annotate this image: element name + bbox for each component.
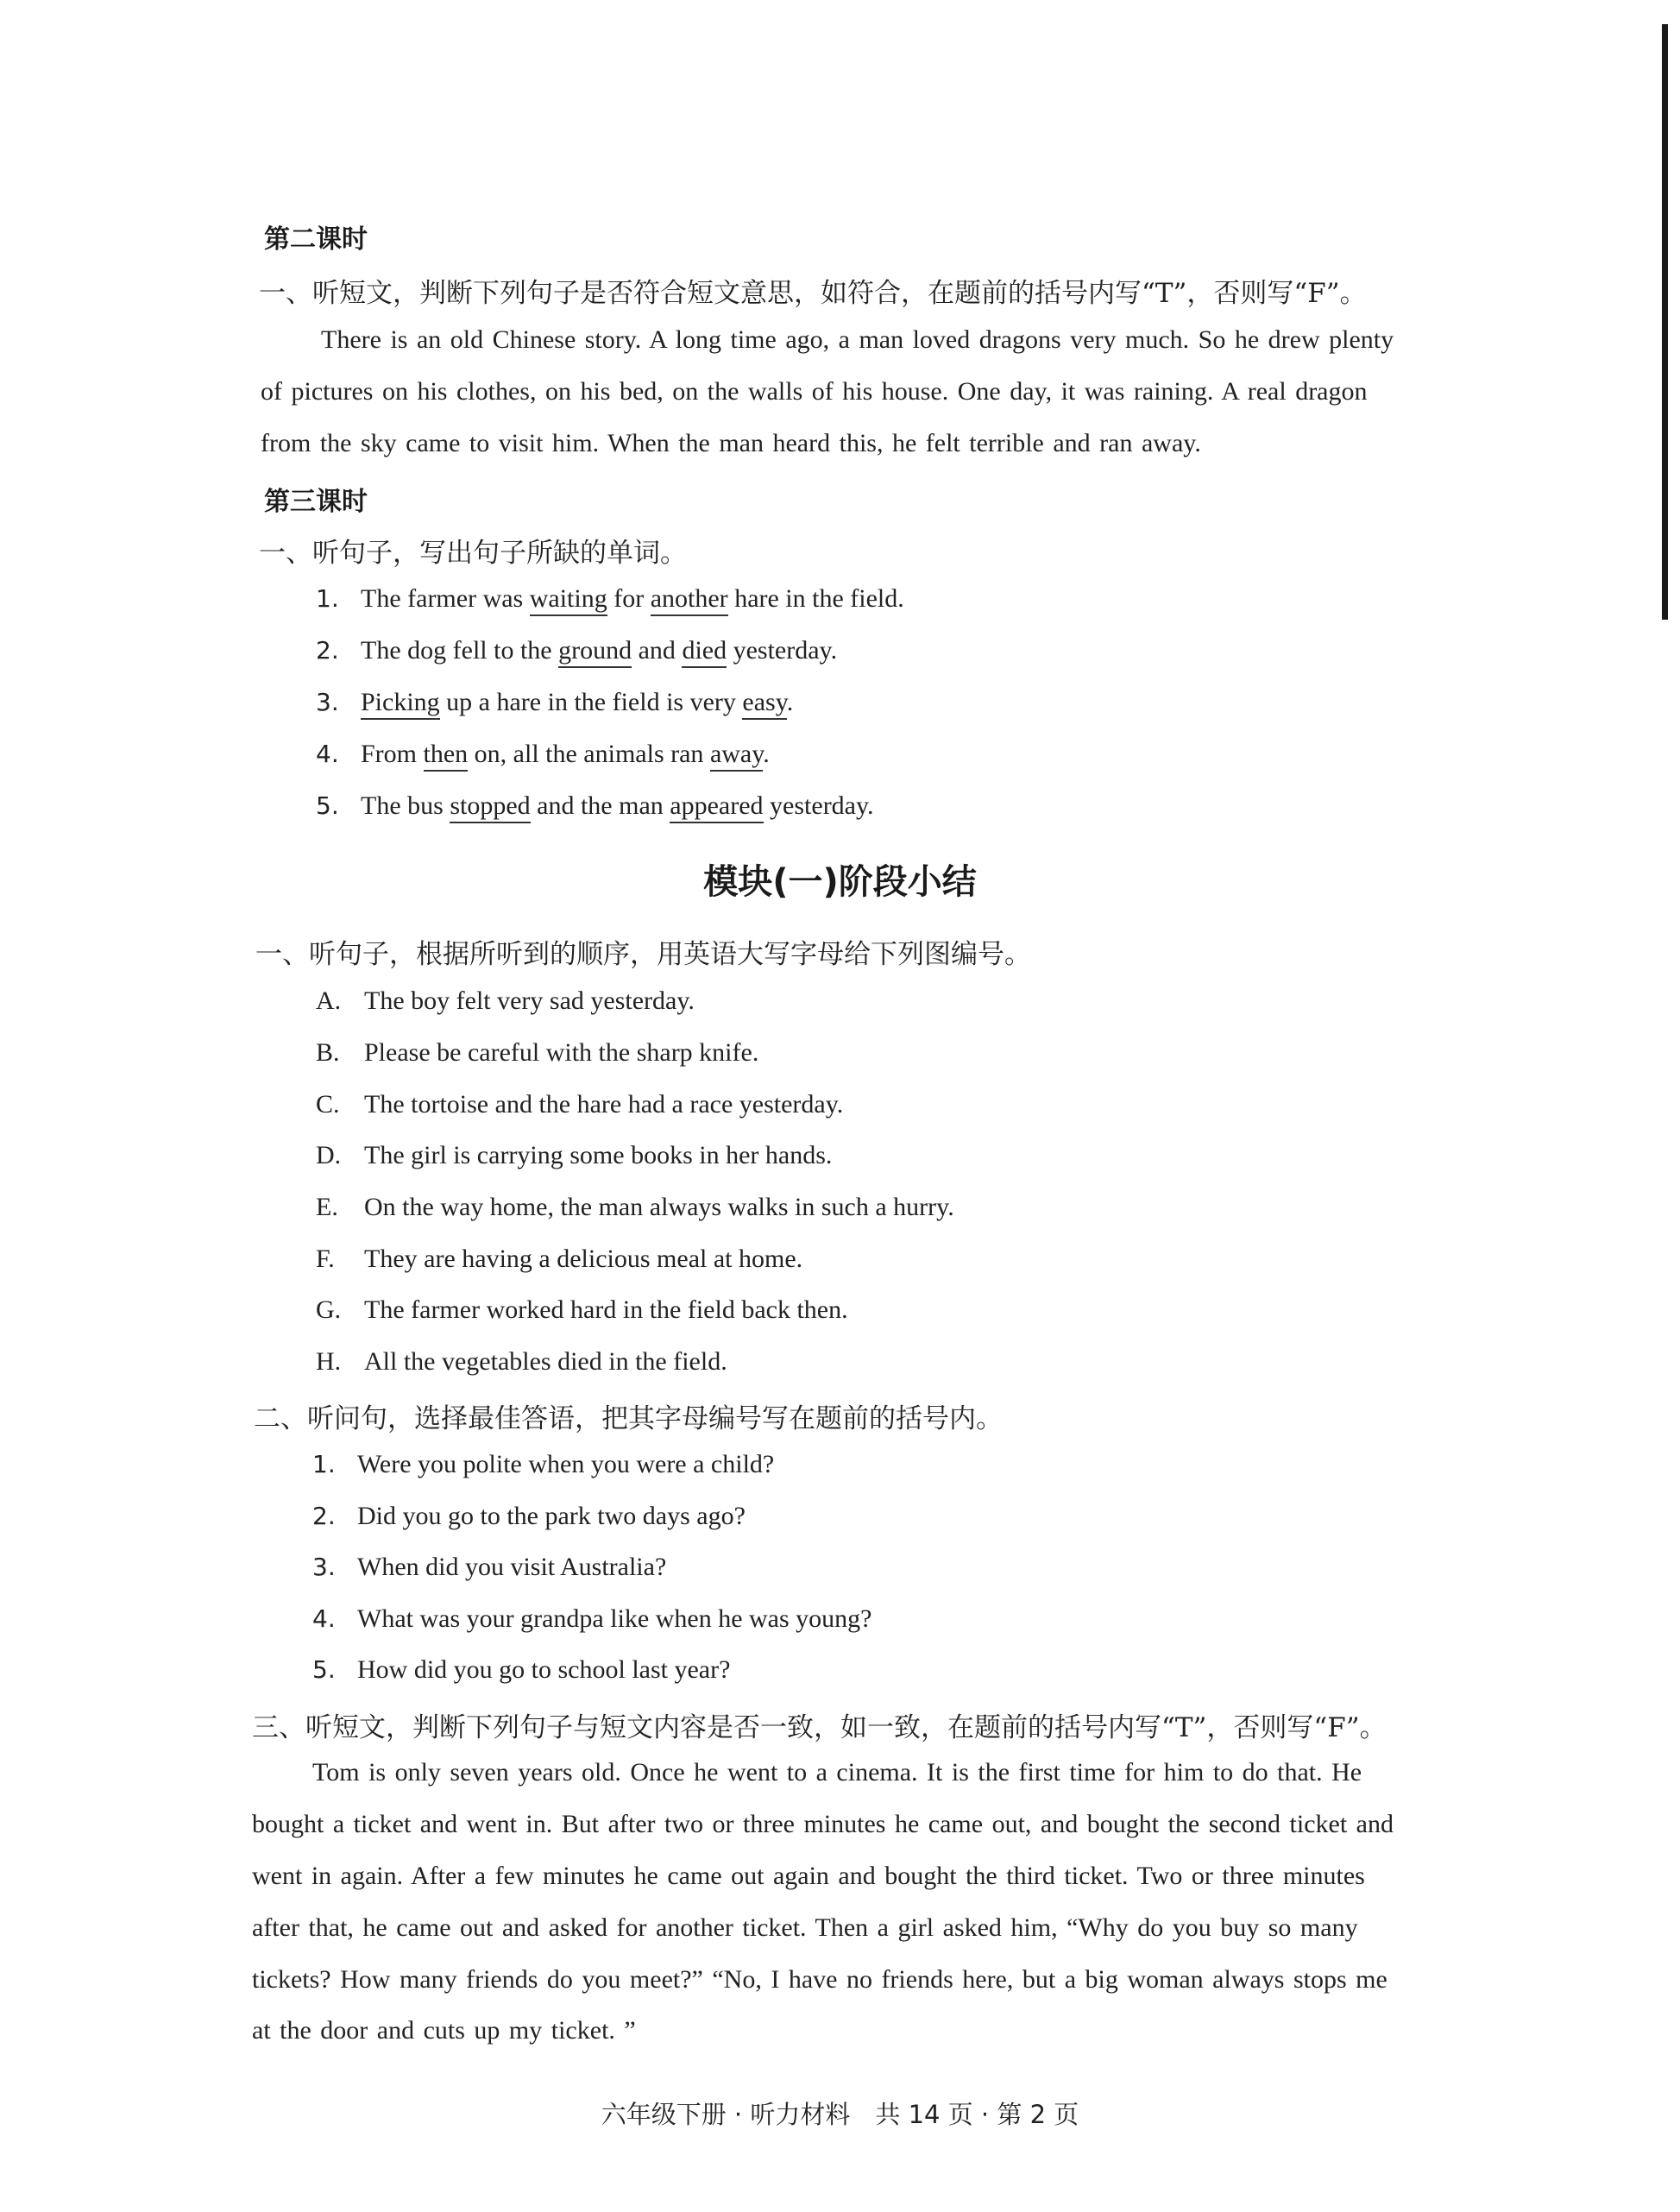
lesson2-instruction: 一、听短文，判断下列句子是否符合短文意思，如符合，在题前的括号内写“T”，否则写“F”。 [259,278,1367,309]
filled-word: Picking [361,688,440,720]
picture-sentence-item [316,1038,758,1068]
question-item [312,1655,730,1685]
item-text: When did you visit Australia? [357,1553,667,1581]
lesson3-instruction: 一、听句子，写出句子所缺的单词。 [259,538,687,569]
item-text: From [361,740,424,768]
filled-word: ground [558,636,632,668]
item-text: for [607,584,651,613]
filled-word: easy [742,688,786,720]
picture-sentence-item [316,1347,727,1377]
section3-paragraph-line: Tom is only seven years old. Once he went to a cinema. It is the first time for him to do that. He [312,1758,1362,1787]
question-item [312,1553,666,1582]
item-text: The tortoise and the hare had a race yesterday. [364,1090,844,1119]
item-text: Were you polite when you were a child? [357,1450,775,1478]
item-text: yesterday. [763,791,874,820]
item-text: yesterday. [727,636,838,665]
fill-blank-item [316,791,874,821]
item-text: . [786,688,794,716]
item-letter: B. [316,1038,340,1067]
item-number: 2. [312,1502,336,1530]
question-item [312,1450,774,1479]
filled-word: died [682,636,727,668]
item-text: The dog fell to the [361,636,559,665]
item-number: 5. [316,791,339,820]
filled-word: away [710,740,763,772]
item-text: The boy felt very sad yesterday. [364,986,695,1015]
picture-sentence-item [316,1295,848,1325]
filled-word: stopped [450,791,530,823]
item-text: What was your grandpa like when he was young? [357,1604,872,1633]
fill-blank-item [316,740,770,769]
fill-blank-item [316,688,793,717]
item-text: and [632,636,683,665]
item-text: Did you go to the park two days ago? [357,1502,746,1530]
picture-sentence-item [316,986,695,1016]
item-text: The bus [361,791,450,820]
item-number: 4. [316,740,339,768]
item-text: and the man [530,791,670,820]
section3-paragraph-line: tickets? How many friends do you meet?” “No, I have no friends here, but a big woman always stops me [252,1965,1387,1994]
item-text: The farmer was [361,584,530,613]
item-text: They are having a delicious meal at home. [364,1245,803,1273]
item-text: . [763,740,770,768]
module-title: 模块(一)阶段小结 [703,862,977,902]
item-number: 1. [316,584,339,613]
filled-word: appeared [670,791,763,823]
fill-blank-item [316,584,904,614]
item-letter: C. [316,1090,340,1119]
item-number: 3. [312,1553,336,1581]
item-text: How did you go to school last year? [357,1655,731,1684]
picture-sentence-item [316,1193,954,1222]
lesson2-heading: 第二课时 [264,224,368,255]
section1-instruction: 一、听句子，根据所听到的顺序，用英语大写字母给下列图编号。 [255,939,1031,970]
filled-word: waiting [530,584,607,616]
page-footer: 六年级下册 · 听力材料 共 14 页 · 第 2 页 [601,2100,1079,2129]
item-text: The girl is carrying some books in her hands. [364,1141,833,1169]
picture-sentence-item [316,1245,802,1274]
section3-paragraph-line: bought a ticket and went in. But after two or three minutes he came out, and bought the second ticket and [252,1810,1394,1838]
section3-paragraph-line: went in again. After a few minutes he came out again and bought the third ticket. Two or three minutes [252,1862,1365,1890]
section3-instruction: 三、听短文，判断下列句子与短文内容是否一致，如一致，在题前的括号内写“T”，否则写“F”。 [252,1712,1387,1743]
item-number: 5. [312,1655,336,1684]
item-letter: A. [316,986,342,1015]
item-letter: G. [316,1295,342,1324]
question-item [312,1502,746,1531]
picture-sentence-item [316,1141,832,1170]
item-number: 3. [316,688,339,716]
lesson2-paragraph-line: of pictures on his clothes, on his bed, on the walls of his house. One day, it was raining. A real dragon [261,377,1368,406]
item-text: hare in the field. [727,584,904,613]
item-letter: E. [316,1193,338,1221]
item-text: All the vegetables died in the field. [364,1347,727,1376]
item-number: 2. [316,636,339,665]
filled-word: another [651,584,728,616]
section3-paragraph-line: after that, he came out and asked for another ticket. Then a girl asked him, “Why do you buy so many [252,1913,1358,1942]
item-text: Please be careful with the sharp knife. [364,1038,759,1067]
section2-instruction: 二、听问句，选择最佳答语，把其字母编号写在题前的括号内。 [254,1403,1003,1434]
item-number: 4. [312,1604,336,1633]
item-text: On the way home, the man always walks in such a hurry. [364,1193,954,1221]
item-letter: F. [316,1245,335,1273]
item-text: up a hare in the field is very [439,688,743,716]
item-number: 1. [312,1450,336,1478]
section3-paragraph-line: at the door and cuts up my ticket. ” [252,2016,636,2045]
item-text: The farmer worked hard in the field back then. [364,1295,848,1324]
filled-word: then [424,740,469,772]
item-letter: D. [316,1141,342,1169]
lesson2-paragraph-line: from the sky came to visit him. When the man heard this, he felt terrible and ran away. [261,429,1201,457]
item-text: on, all the animals ran [468,740,710,768]
fill-blank-item [316,636,837,665]
item-letter: H. [316,1347,342,1376]
lesson3-heading: 第三课时 [264,487,368,517]
question-item [312,1604,871,1634]
picture-sentence-item [316,1090,843,1119]
lesson2-paragraph-line: There is an old Chinese story. A long time ago, a man loved dragons very much. So he drew plenty [321,325,1394,354]
